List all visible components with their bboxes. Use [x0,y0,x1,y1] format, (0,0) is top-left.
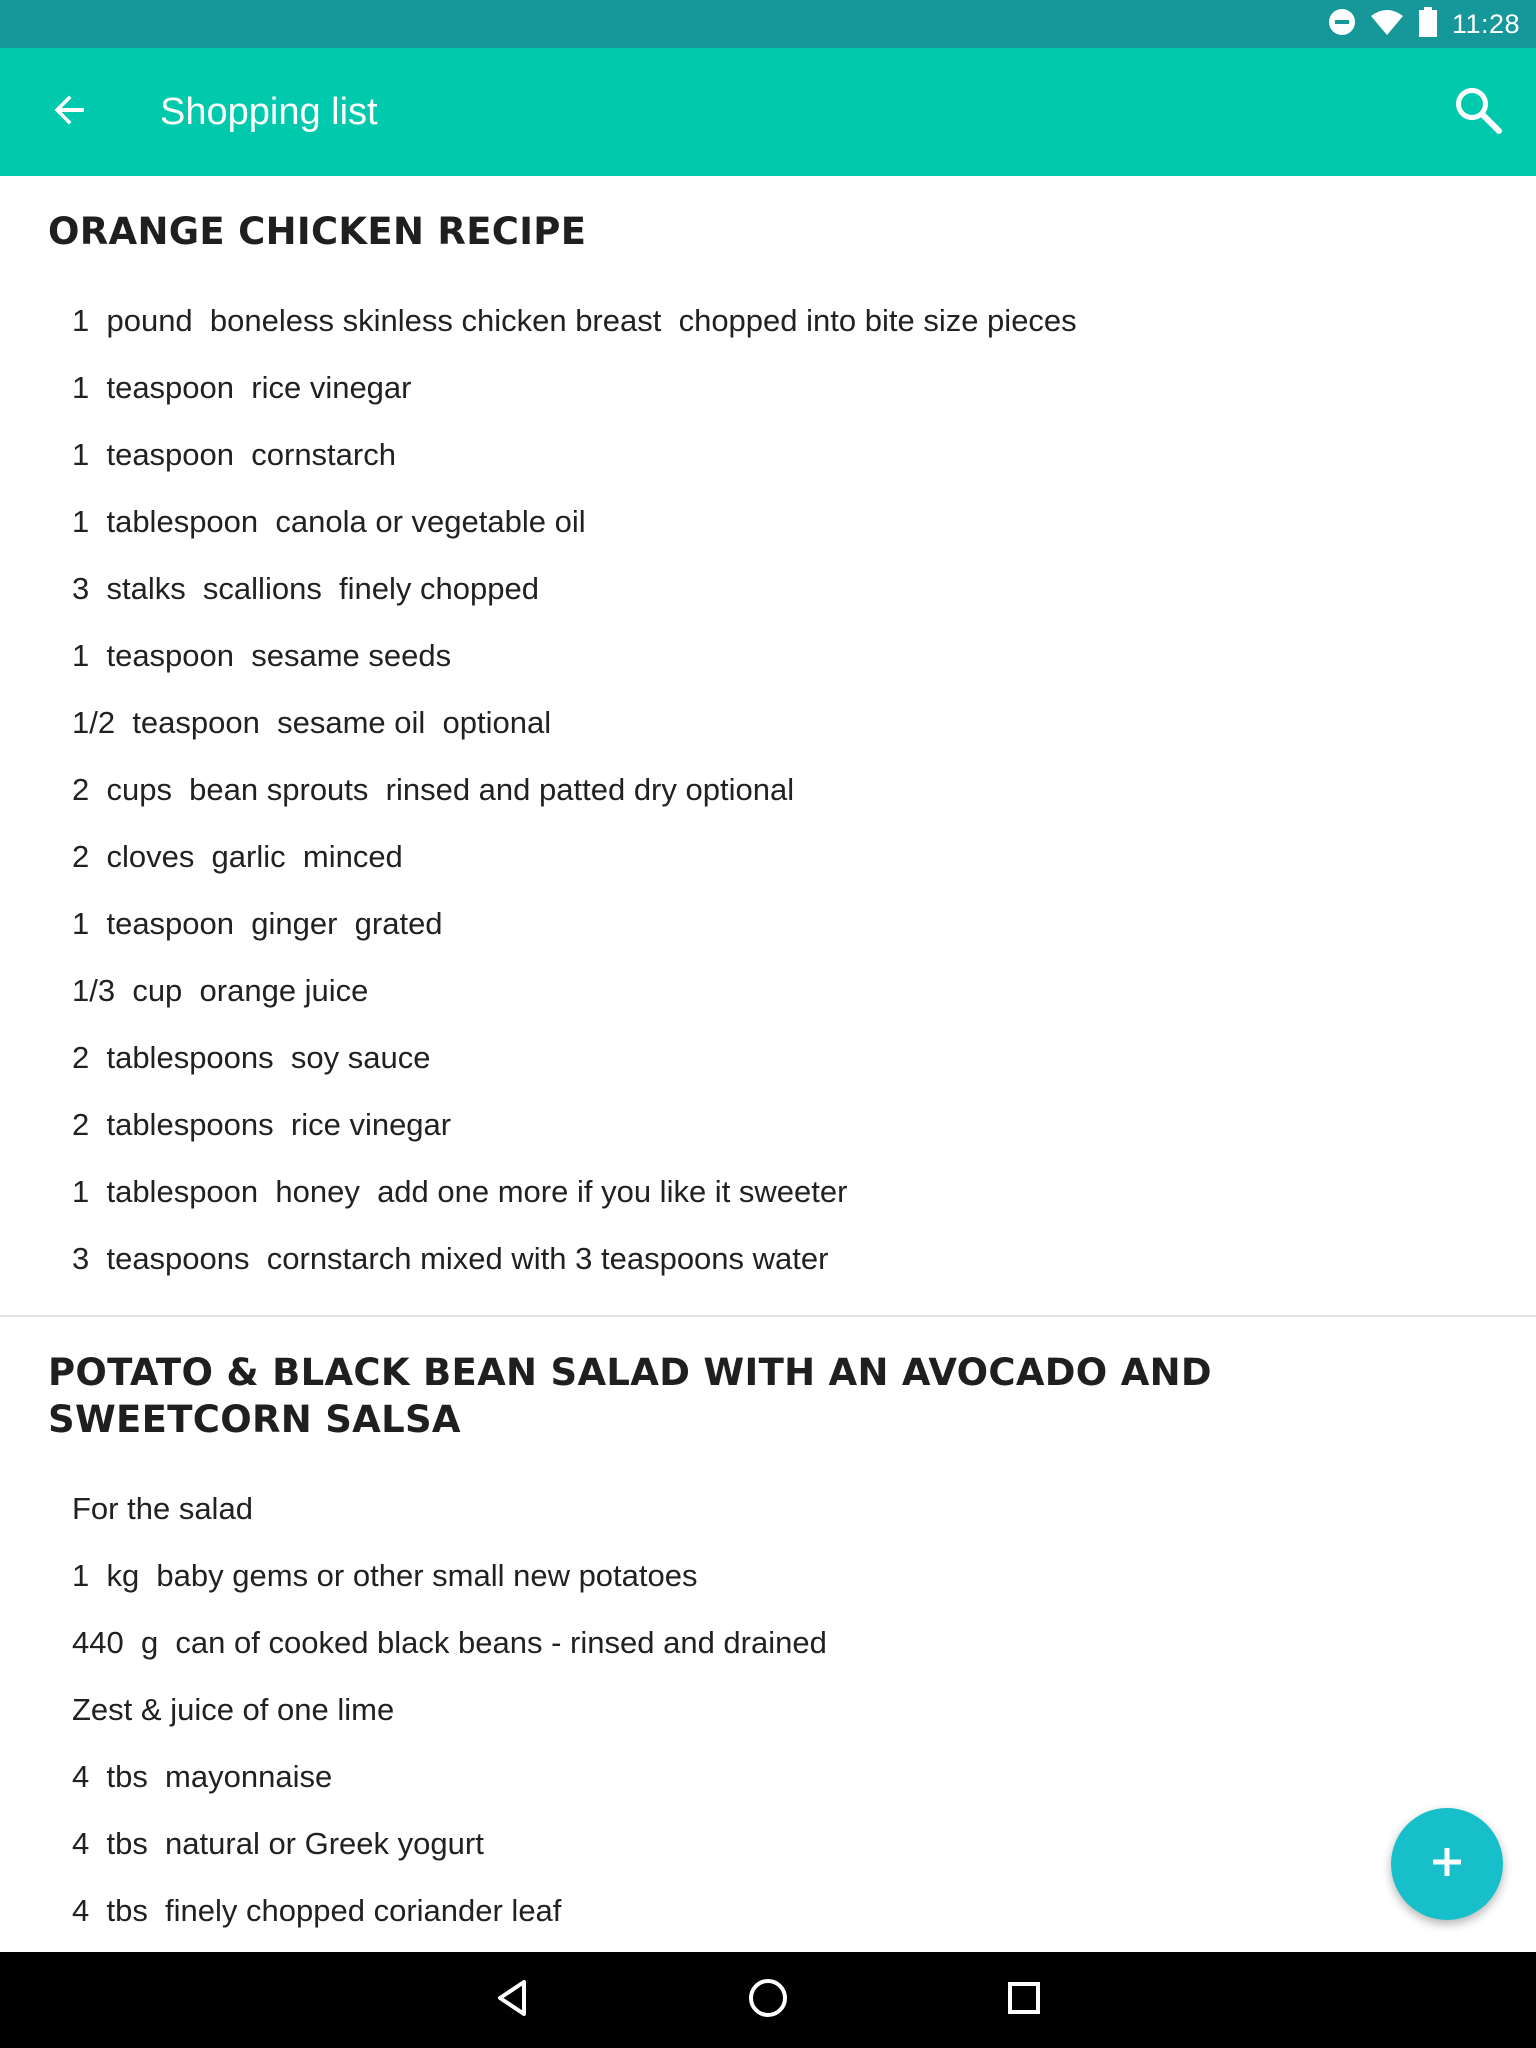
ingredient-item[interactable]: 2 tablespoons rice vinegar [72,1107,452,1142]
ingredient-item[interactable]: 2 cups bean sprouts rinsed and patted dry optional [72,772,795,807]
status-bar [0,0,1536,48]
back-button[interactable] [40,82,100,142]
recipe-title: ORANGE CHICKEN RECIPE [48,210,587,253]
recipe-section [0,176,1536,1317]
search-icon [1453,85,1503,140]
ingredient-item[interactable]: 2 cloves garlic minced [72,839,403,874]
ingredient-item[interactable]: 1/2 teaspoon sesame oil optional [72,705,552,740]
ingredient-item[interactable]: 4 tbs mayonnaise [72,1759,333,1794]
app-bar [0,48,1536,176]
ingredient-item[interactable]: 2 tablespoons soy sauce [72,1040,431,1075]
ingredient-item[interactable]: Zest & juice of one lime [72,1692,395,1727]
ingredient-list [0,1475,1536,1944]
ingredient-item[interactable]: For the salad [72,1491,253,1526]
nav-home-icon [746,1976,790,2025]
recipe-section [0,1317,1536,1944]
recipe-title: POTATO & BLACK BEAN SALAD WITH AN AVOCADO AND SWEETCORN SALSA [48,1351,1212,1441]
status-icons [1328,0,1520,48]
page-title: Shopping list [160,91,378,133]
ingredient-item[interactable]: 1 tablespoon canola or vegetable oil [72,504,586,539]
nav-home-button[interactable] [738,1970,798,2030]
nav-back-button[interactable] [482,1970,542,2030]
ingredient-item[interactable]: 1 teaspoon rice vinegar [72,370,412,405]
ingredient-item[interactable]: 4 tbs finely chopped coriander leaf [72,1893,562,1928]
ingredient-item[interactable]: 440 g can of cooked black beans - rinsed and drained [72,1625,827,1660]
add-item-button[interactable] [1391,1808,1503,1920]
search-button[interactable] [1448,82,1508,142]
add-icon [1430,1845,1464,1884]
wifi-icon [1370,8,1404,41]
status-time: 11:28 [1451,8,1520,39]
nav-recents-icon [1004,1978,1044,2023]
system-nav-bar [0,1952,1536,2048]
ingredient-item[interactable]: 1 teaspoon sesame seeds [72,638,452,673]
nav-back-icon [492,1978,532,2023]
nav-recents-button[interactable] [994,1970,1054,2030]
battery-icon [1418,7,1438,42]
do-not-disturb-icon [1328,8,1356,41]
ingredient-list [0,287,1536,1292]
ingredient-item[interactable]: 1 teaspoon ginger grated [72,906,443,941]
ingredient-item[interactable]: 1 tablespoon honey add one more if you like it sweeter [72,1174,848,1209]
ingredient-item[interactable]: 4 tbs natural or Greek yogurt [72,1826,484,1861]
ingredient-item[interactable]: 1 kg baby gems or other small new potatoes [72,1558,698,1593]
ingredient-item[interactable]: 1 teaspoon cornstarch [72,437,396,472]
ingredient-item[interactable]: 1/3 cup orange juice [72,973,369,1008]
ingredient-item[interactable]: 3 teaspoons cornstarch mixed with 3 teaspoons water [72,1241,829,1276]
ingredient-item[interactable]: 1 pound boneless skinless chicken breast chopped into bite size pieces [72,303,1077,338]
ingredient-item[interactable]: 3 stalks scallions finely chopped [72,571,539,606]
arrow-back-icon [52,92,88,133]
shopping-list[interactable] [0,176,1536,1952]
